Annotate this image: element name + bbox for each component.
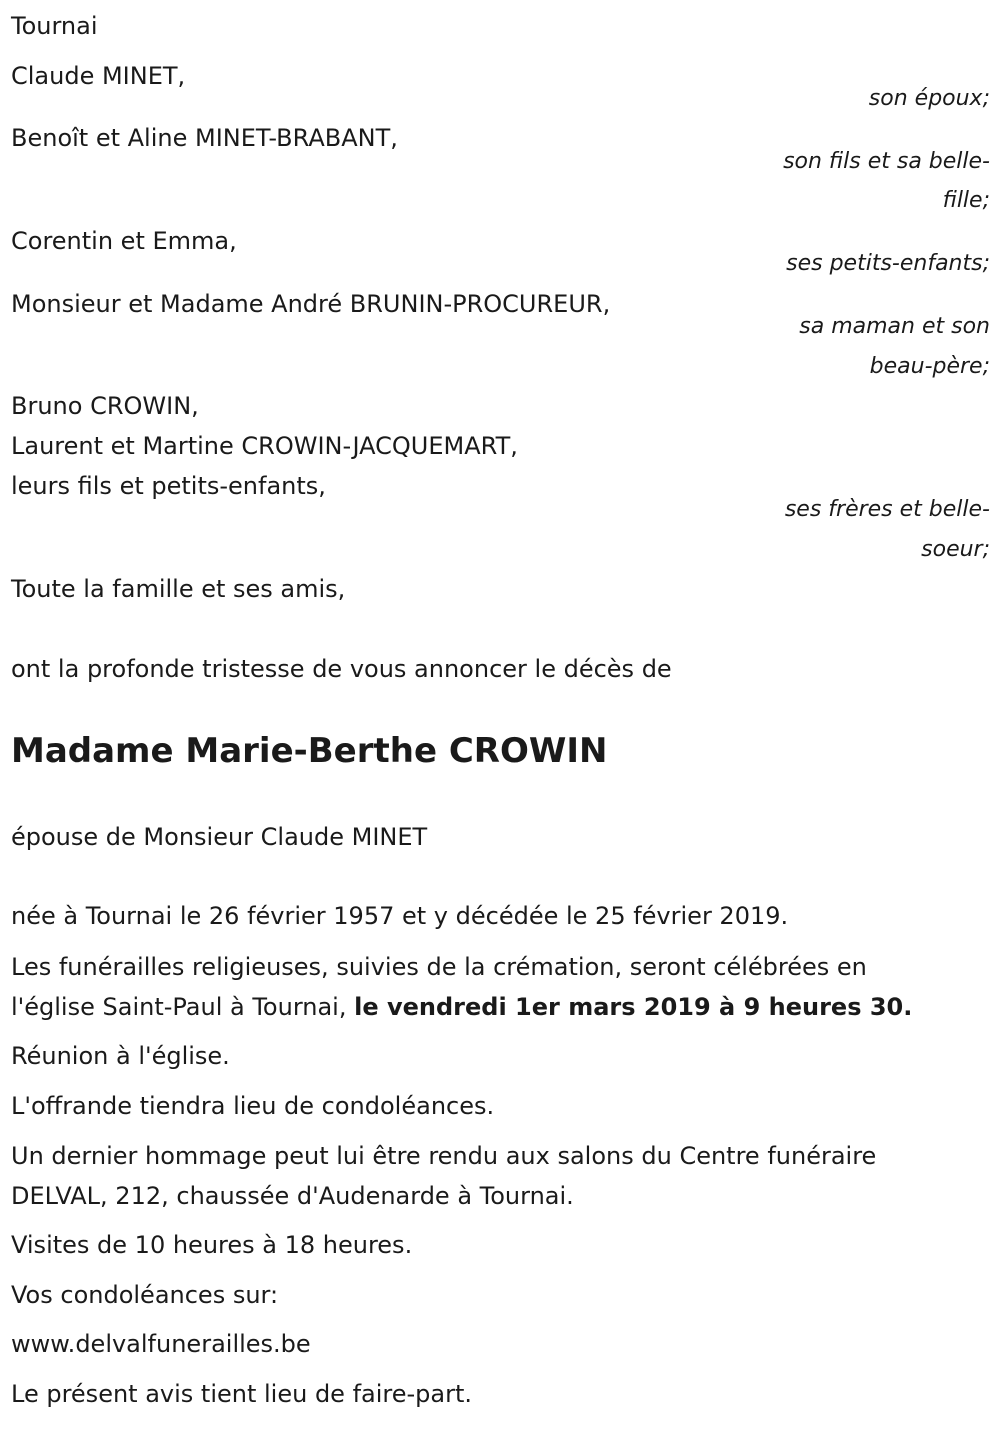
family-relation-spouse: son époux;: [868, 86, 990, 111]
family-names-mother: Monsieur et Madame André BRUNIN-PROCUREUR,: [11, 290, 611, 318]
announcement-text: ont la profonde tristesse de vous annoncer le décès de: [11, 655, 672, 683]
city-heading: Tournai: [11, 12, 98, 40]
family-names-son: Benoît et Aline MINET-BRABANT,: [11, 124, 398, 152]
family-relation-mother-line2: beau-père;: [869, 354, 990, 379]
family-names-grandchildren: Corentin et Emma,: [11, 227, 237, 255]
offering-line: L'offrande tiendra lieu de condoléances.: [11, 1092, 495, 1120]
funeral-line-2: [11, 987, 912, 1027]
family-relation-siblings-line2: soeur;: [921, 537, 990, 562]
tribute-line-1: Un dernier hommage peut lui être rendu aux salons du Centre funéraire: [11, 1142, 877, 1170]
family-names-spouse: Claude MINET,: [11, 62, 186, 90]
family-names-all: Toute la famille et ses amis,: [11, 575, 346, 603]
spouse-line: épouse de Monsieur Claude MINET: [11, 823, 428, 851]
family-relation-son-line1: son fils et sa belle-: [783, 149, 990, 174]
notice-line: Le présent avis tient lieu de faire-part.: [11, 1380, 473, 1408]
family-names-brother-1: Bruno CROWIN,: [11, 392, 199, 420]
family-names-brother-3: leurs fils et petits-enfants,: [11, 472, 326, 500]
deceased-name: Madame Marie-Berthe CROWIN: [11, 731, 608, 771]
family-relation-grandchildren: ses petits-enfants;: [786, 251, 990, 276]
birth-death-line: née à Tournai le 26 février 1957 et y décédée le 25 février 2019.: [11, 902, 789, 930]
funeral-location: l'église Saint-Paul à Tournai,: [11, 993, 355, 1021]
funeral-line-1: Les funérailles religieuses, suivies de la crémation, seront célébrées en: [11, 953, 867, 981]
family-relation-mother-line1: sa maman et son: [799, 314, 990, 339]
tribute-line-2: DELVAL, 212, chaussée d'Audenarde à Tournai.: [11, 1182, 574, 1210]
family-names-brother-2: Laurent et Martine CROWIN-JACQUEMART,: [11, 432, 518, 460]
gathering-line: Réunion à l'église.: [11, 1042, 230, 1070]
family-relation-son-line2: fille;: [942, 188, 990, 213]
website-link[interactable]: www.delvalfunerailles.be: [11, 1330, 311, 1358]
condolences-label: Vos condoléances sur:: [11, 1281, 279, 1309]
family-relation-siblings-line1: ses frères et belle-: [784, 497, 990, 522]
visits-line: Visites de 10 heures à 18 heures.: [11, 1231, 413, 1259]
funeral-date-time: le vendredi 1er mars 2019 à 9 heures 30.: [354, 993, 913, 1021]
